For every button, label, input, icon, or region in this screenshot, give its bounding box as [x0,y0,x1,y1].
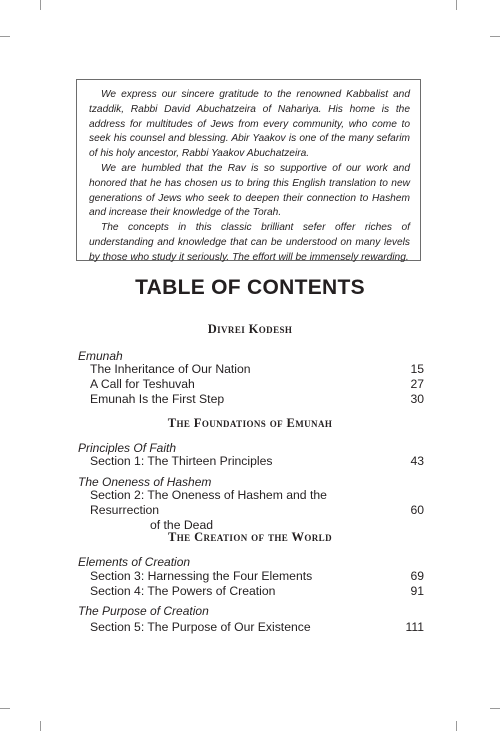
toc-entry-page: 30 [410,392,424,406]
crop-mark [490,708,500,709]
section-heading: The Creation of the World [168,530,332,544]
toc-entry-page: 60 [410,503,424,517]
toc-entry-label: Section 4: The Powers of Creation [90,584,276,598]
group-title: Emunah [78,349,123,363]
intro-paragraph: The concepts in this classic brilliant sefer offer riches of understanding and knowledge that can be understood on many levels by those who study it seriously. The effort will be immensely rewarding. [89,222,410,263]
acknowledgement-box [76,79,421,261]
toc-entry-page: 27 [410,377,424,391]
toc-entry[interactable] [90,362,424,377]
toc-entry[interactable] [90,488,424,533]
section-heading: Divrei Kodesh [207,322,293,336]
toc-entry-label-continued: of the Dead [150,518,214,532]
crop-mark [0,708,10,709]
toc-entry-page: 43 [410,454,424,468]
toc-entry-label: A Call for Teshuvah [90,377,195,391]
intro-paragraph: We express our sincere gratitude to the renowned Kabbalist and tzaddik, Rabbi David Abuchatzeira of Nahariya. His home is the address for multitudes of Jews from every community, who come to seek his counsel and blessing. Abir Yaakov is one of the many sefarim of his holy ancestor, Rabbi Yaakov Abuchatzeira. [89,89,410,160]
toc-entry-label: Section 5: The Purpose of Our Existence [90,620,311,634]
section-heading: The Foundations of Emunah [167,416,333,430]
group-title: The Oneness of Hashem [78,475,212,489]
toc-entry-label: Section 1: The Thirteen Principles [90,454,273,468]
toc-entry[interactable] [90,392,424,407]
toc-entry[interactable] [90,454,424,469]
toc-entry-label: Section 2: The Oneness of Hashem and the Resurrection [90,488,327,517]
crop-mark [456,721,457,731]
toc-entry[interactable] [90,377,424,392]
toc-entry-label: The Inheritance of Our Nation [90,362,251,376]
toc-entry[interactable] [90,620,424,635]
toc-entry-label: Section 3: Harnessing the Four Elements [90,569,313,583]
crop-mark [40,721,41,731]
toc-entry-page: 91 [410,584,424,598]
toc-entry-page: 69 [410,569,424,583]
toc-entry-page: 15 [410,362,424,376]
crop-mark [490,36,500,37]
crop-mark [0,36,10,37]
group-title: Elements of Creation [78,555,191,569]
toc-entry-page: 111 [405,620,424,634]
crop-mark [40,0,41,10]
intro-paragraph: We are humbled that the Rav is so supportive of our work and honored that he has chosen us to bring this English translation to new generations of Jews who seek to deepen their connection to Hashem and increase their knowledge of the Torah. [89,162,410,219]
crop-mark [456,0,457,10]
group-title: The Purpose of Creation [78,604,209,618]
group-title: Principles Of Faith [78,441,177,455]
page-title: TABLE OF CONTENTS [135,276,365,299]
toc-entry[interactable] [90,584,424,599]
toc-entry[interactable] [90,569,424,584]
toc-entry-label: Emunah Is the First Step [90,392,225,406]
